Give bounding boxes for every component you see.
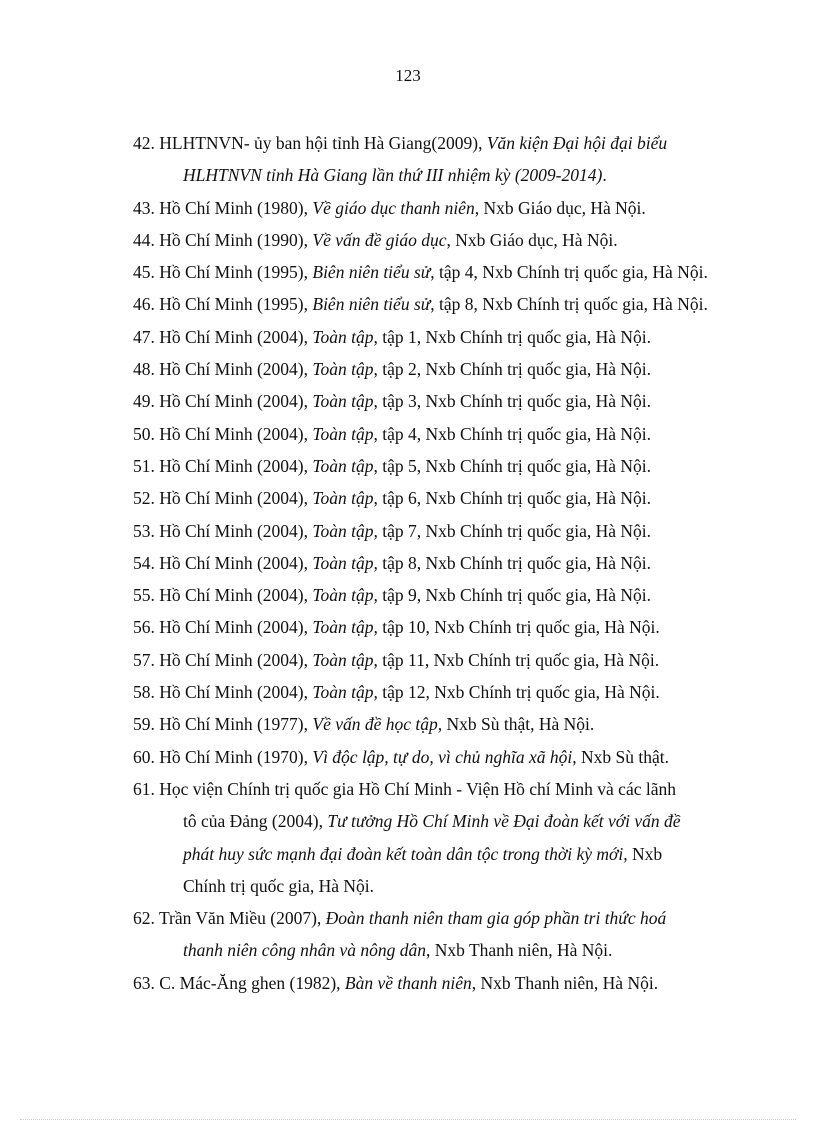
reference-line — [133, 127, 773, 159]
reference-number: 54. — [133, 552, 155, 573]
reference-title: Bàn về thanh niên — [344, 972, 472, 993]
reference-text: , tập 4, Nxb Chính trị quốc gia, Hà Nội. — [373, 423, 652, 444]
reference-text: Hồ Chí Minh (2004), — [159, 682, 313, 703]
reference-title: Toàn tập — [312, 585, 374, 606]
reference-line — [133, 676, 773, 708]
reference-text: Hồ Chí Minh (1990), — [159, 229, 313, 250]
reference-item — [133, 967, 773, 999]
reference-text: C. Mác-Ăng ghen (1982), — [159, 972, 345, 993]
reference-title: Toàn tập, — [312, 682, 378, 703]
reference-line — [133, 805, 773, 837]
reference-number: 53. — [133, 520, 155, 541]
reference-item — [133, 515, 773, 547]
reference-item — [133, 741, 773, 773]
reference-text: Hồ Chí Minh (2004), — [159, 455, 313, 476]
reference-number: 46. — [133, 294, 155, 315]
reference-number: 52. — [133, 488, 155, 509]
reference-number: 57. — [133, 649, 155, 670]
reference-item — [133, 482, 773, 514]
reference-line — [133, 870, 773, 902]
reference-title: HLHTNVN tỉnh Hà Giang lần thứ III nhiệm kỳ (2009-2014) — [183, 165, 603, 186]
reference-line — [133, 611, 773, 643]
reference-text: Hồ Chí Minh (2004), — [159, 552, 313, 573]
reference-line — [133, 224, 773, 256]
reference-title: Về vấn đề học tập, — [312, 714, 443, 735]
reference-title: Vì độc lập, tự do, vì chủ nghĩa xã hội — [312, 746, 573, 767]
reference-line — [133, 256, 773, 288]
reference-title: Toàn tập — [312, 617, 374, 638]
reference-number: 47. — [133, 326, 155, 347]
reference-number: 49. — [133, 391, 155, 412]
reference-text: , tập 7, Nxb Chính trị quốc gia, Hà Nội. — [373, 520, 652, 541]
reference-text: Hồ Chí Minh (2004), — [159, 359, 313, 380]
reference-title: Toàn tập — [312, 520, 374, 541]
reference-line — [133, 418, 773, 450]
reference-line — [133, 579, 773, 611]
reference-item — [133, 773, 773, 902]
reference-text: Chính trị quốc gia, Hà Nội. — [183, 875, 375, 896]
reference-title: Toàn tập — [312, 359, 374, 380]
reference-number: 48. — [133, 359, 155, 380]
reference-number: 56. — [133, 617, 155, 638]
reference-text: , Nxb Thanh niên, Hà Nội. — [471, 972, 659, 993]
reference-title: Biên niên tiểu sử — [312, 262, 431, 283]
reference-text: tập 1, Nxb Chính trị quốc gia, Hà Nội. — [377, 326, 652, 347]
reference-line — [133, 934, 773, 966]
reference-title: Về giáo dục thanh niên — [312, 197, 475, 218]
reference-number: 44. — [133, 229, 155, 250]
reference-title: Toàn tập — [312, 391, 374, 412]
reference-text: , Nxb Giáo dục, Hà Nội. — [474, 197, 646, 218]
page-bottom-divider — [20, 1119, 796, 1120]
reference-line — [133, 450, 773, 482]
reference-line — [133, 159, 773, 191]
reference-text: HLHTNVN- ủy ban hội tỉnh Hà Giang(2009), — [159, 133, 487, 153]
reference-line — [133, 321, 773, 353]
reference-text: Trần Văn Miều (2007), — [158, 908, 326, 929]
reference-item — [133, 708, 773, 740]
reference-number: 51. — [133, 455, 155, 476]
reference-text: Hồ Chí Minh (2004), — [159, 391, 313, 412]
reference-line — [133, 482, 773, 514]
reference-item — [133, 288, 773, 320]
reference-text: Hồ Chí Minh (1980), — [159, 197, 313, 218]
reference-item — [133, 611, 773, 643]
reference-item — [133, 256, 773, 288]
reference-text: tô của Đảng (2004), — [183, 811, 328, 832]
reference-title: Văn kiện Đại hội đại biểu — [486, 133, 668, 153]
reference-number: 58. — [133, 682, 155, 703]
reference-text: Hồ Chí Minh (1977), — [159, 714, 313, 735]
reference-text: , tập 10, Nxb Chính trị quốc gia, Hà Nội. — [373, 617, 660, 638]
reference-text: , Nxb Thanh niên, Hà Nội. — [426, 940, 613, 961]
reference-title: Toàn tập, — [312, 326, 378, 347]
reference-text: Hồ Chí Minh (2004), — [159, 326, 313, 347]
reference-title: Toàn tập — [312, 455, 374, 476]
reference-text: , tập 4, Nxb Chính trị quốc gia, Hà Nội. — [430, 262, 708, 283]
reference-line — [133, 967, 773, 999]
reference-text: Hồ Chí Minh (1970), — [159, 746, 313, 767]
reference-text: Hồ Chí Minh (1995), — [159, 262, 313, 283]
reference-line — [133, 741, 773, 773]
reference-line — [133, 353, 773, 385]
reference-number: 62. — [133, 908, 155, 929]
reference-text: Nxb — [627, 843, 663, 864]
reference-item — [133, 579, 773, 611]
reference-item — [133, 224, 773, 256]
reference-item — [133, 353, 773, 385]
reference-line — [133, 288, 773, 320]
reference-number: 55. — [133, 585, 155, 606]
reference-text: , tập 6, Nxb Chính trị quốc gia, Hà Nội. — [373, 488, 652, 509]
reference-line — [133, 547, 773, 579]
reference-text: Hồ Chí Minh (2004), — [159, 520, 313, 541]
reference-title: Toàn tập — [312, 423, 374, 444]
reference-item — [133, 644, 773, 676]
reference-text: Hồ Chí Minh (2004), — [159, 423, 313, 444]
reference-number: 59. — [133, 714, 155, 735]
reference-text: Học viện Chính trị quốc gia Hồ Chí Minh - Viện Hồ chí Minh và các lãnh — [159, 778, 676, 799]
reference-line — [133, 515, 773, 547]
reference-number: 43. — [133, 197, 155, 218]
reference-text: , tập 3, Nxb Chính trị quốc gia, Hà Nội. — [373, 391, 652, 412]
reference-item — [133, 676, 773, 708]
reference-text: Hồ Chí Minh (1995), — [159, 294, 313, 315]
reference-line — [133, 838, 773, 870]
reference-text: , tập 11, Nxb Chính trị quốc gia, Hà Nội. — [373, 649, 660, 670]
reference-text: , tập 5, Nxb Chính trị quốc gia, Hà Nội. — [373, 455, 652, 476]
reference-text: . — [602, 165, 607, 186]
reference-text: Hồ Chí Minh (2004), — [159, 649, 313, 670]
reference-line — [133, 385, 773, 417]
reference-text: , tập 2, Nxb Chính trị quốc gia, Hà Nội. — [373, 359, 652, 380]
reference-title: phát huy sức mạnh đại đoàn kết toàn dân tộc trong thời kỳ mới, — [183, 843, 628, 864]
page-number: 123 — [395, 66, 421, 85]
reference-text: Hồ Chí Minh (2004), — [159, 617, 313, 638]
reference-text: , Nxb Giáo dục, Hà Nội. — [446, 229, 618, 250]
reference-title: Về vấn đề giáo dục — [312, 229, 447, 250]
reference-text: , tập 8, Nxb Chính trị quốc gia, Hà Nội. — [430, 294, 708, 315]
reference-line — [133, 644, 773, 676]
reference-number: 61. — [133, 778, 155, 799]
reference-number: 63. — [133, 972, 155, 993]
reference-line — [133, 192, 773, 224]
reference-title: Biên niên tiểu sử — [312, 294, 431, 315]
reference-line — [133, 902, 773, 934]
reference-line — [133, 708, 773, 740]
reference-item — [133, 902, 773, 967]
reference-title: thanh niên công nhân và nông dân — [183, 940, 427, 961]
reference-title: Đoàn thanh niên tham gia góp phần tri thức hoá — [325, 908, 667, 929]
reference-item — [133, 450, 773, 482]
reference-text: , tập 9, Nxb Chính trị quốc gia, Hà Nội. — [373, 585, 652, 606]
reference-item — [133, 192, 773, 224]
reference-text: , tập 8, Nxb Chính trị quốc gia, Hà Nội. — [373, 552, 652, 573]
reference-text: Nxb Sù thật, Hà Nội. — [442, 714, 595, 735]
reference-number: 50. — [133, 423, 155, 444]
reference-title: Tư tưởng Hồ Chí Minh về Đại đoàn kết với vấn đề — [327, 811, 681, 832]
reference-text: , Nxb Sù thật. — [572, 746, 669, 767]
reference-list — [133, 127, 773, 999]
reference-title: Toàn tập — [312, 552, 374, 573]
reference-item — [133, 321, 773, 353]
reference-title: Toàn tập — [312, 488, 374, 509]
reference-item — [133, 127, 773, 192]
reference-line — [133, 773, 773, 805]
reference-number: 45. — [133, 262, 155, 283]
reference-text: Hồ Chí Minh (2004), — [159, 488, 313, 509]
reference-title: Toàn tập — [312, 649, 374, 670]
reference-item — [133, 385, 773, 417]
reference-number: 42. — [133, 133, 155, 153]
reference-number: 60. — [133, 746, 155, 767]
reference-text: Hồ Chí Minh (2004), — [159, 585, 313, 606]
reference-text: tập 12, Nxb Chính trị quốc gia, Hà Nội. — [377, 682, 660, 703]
reference-item — [133, 418, 773, 450]
reference-item — [133, 547, 773, 579]
